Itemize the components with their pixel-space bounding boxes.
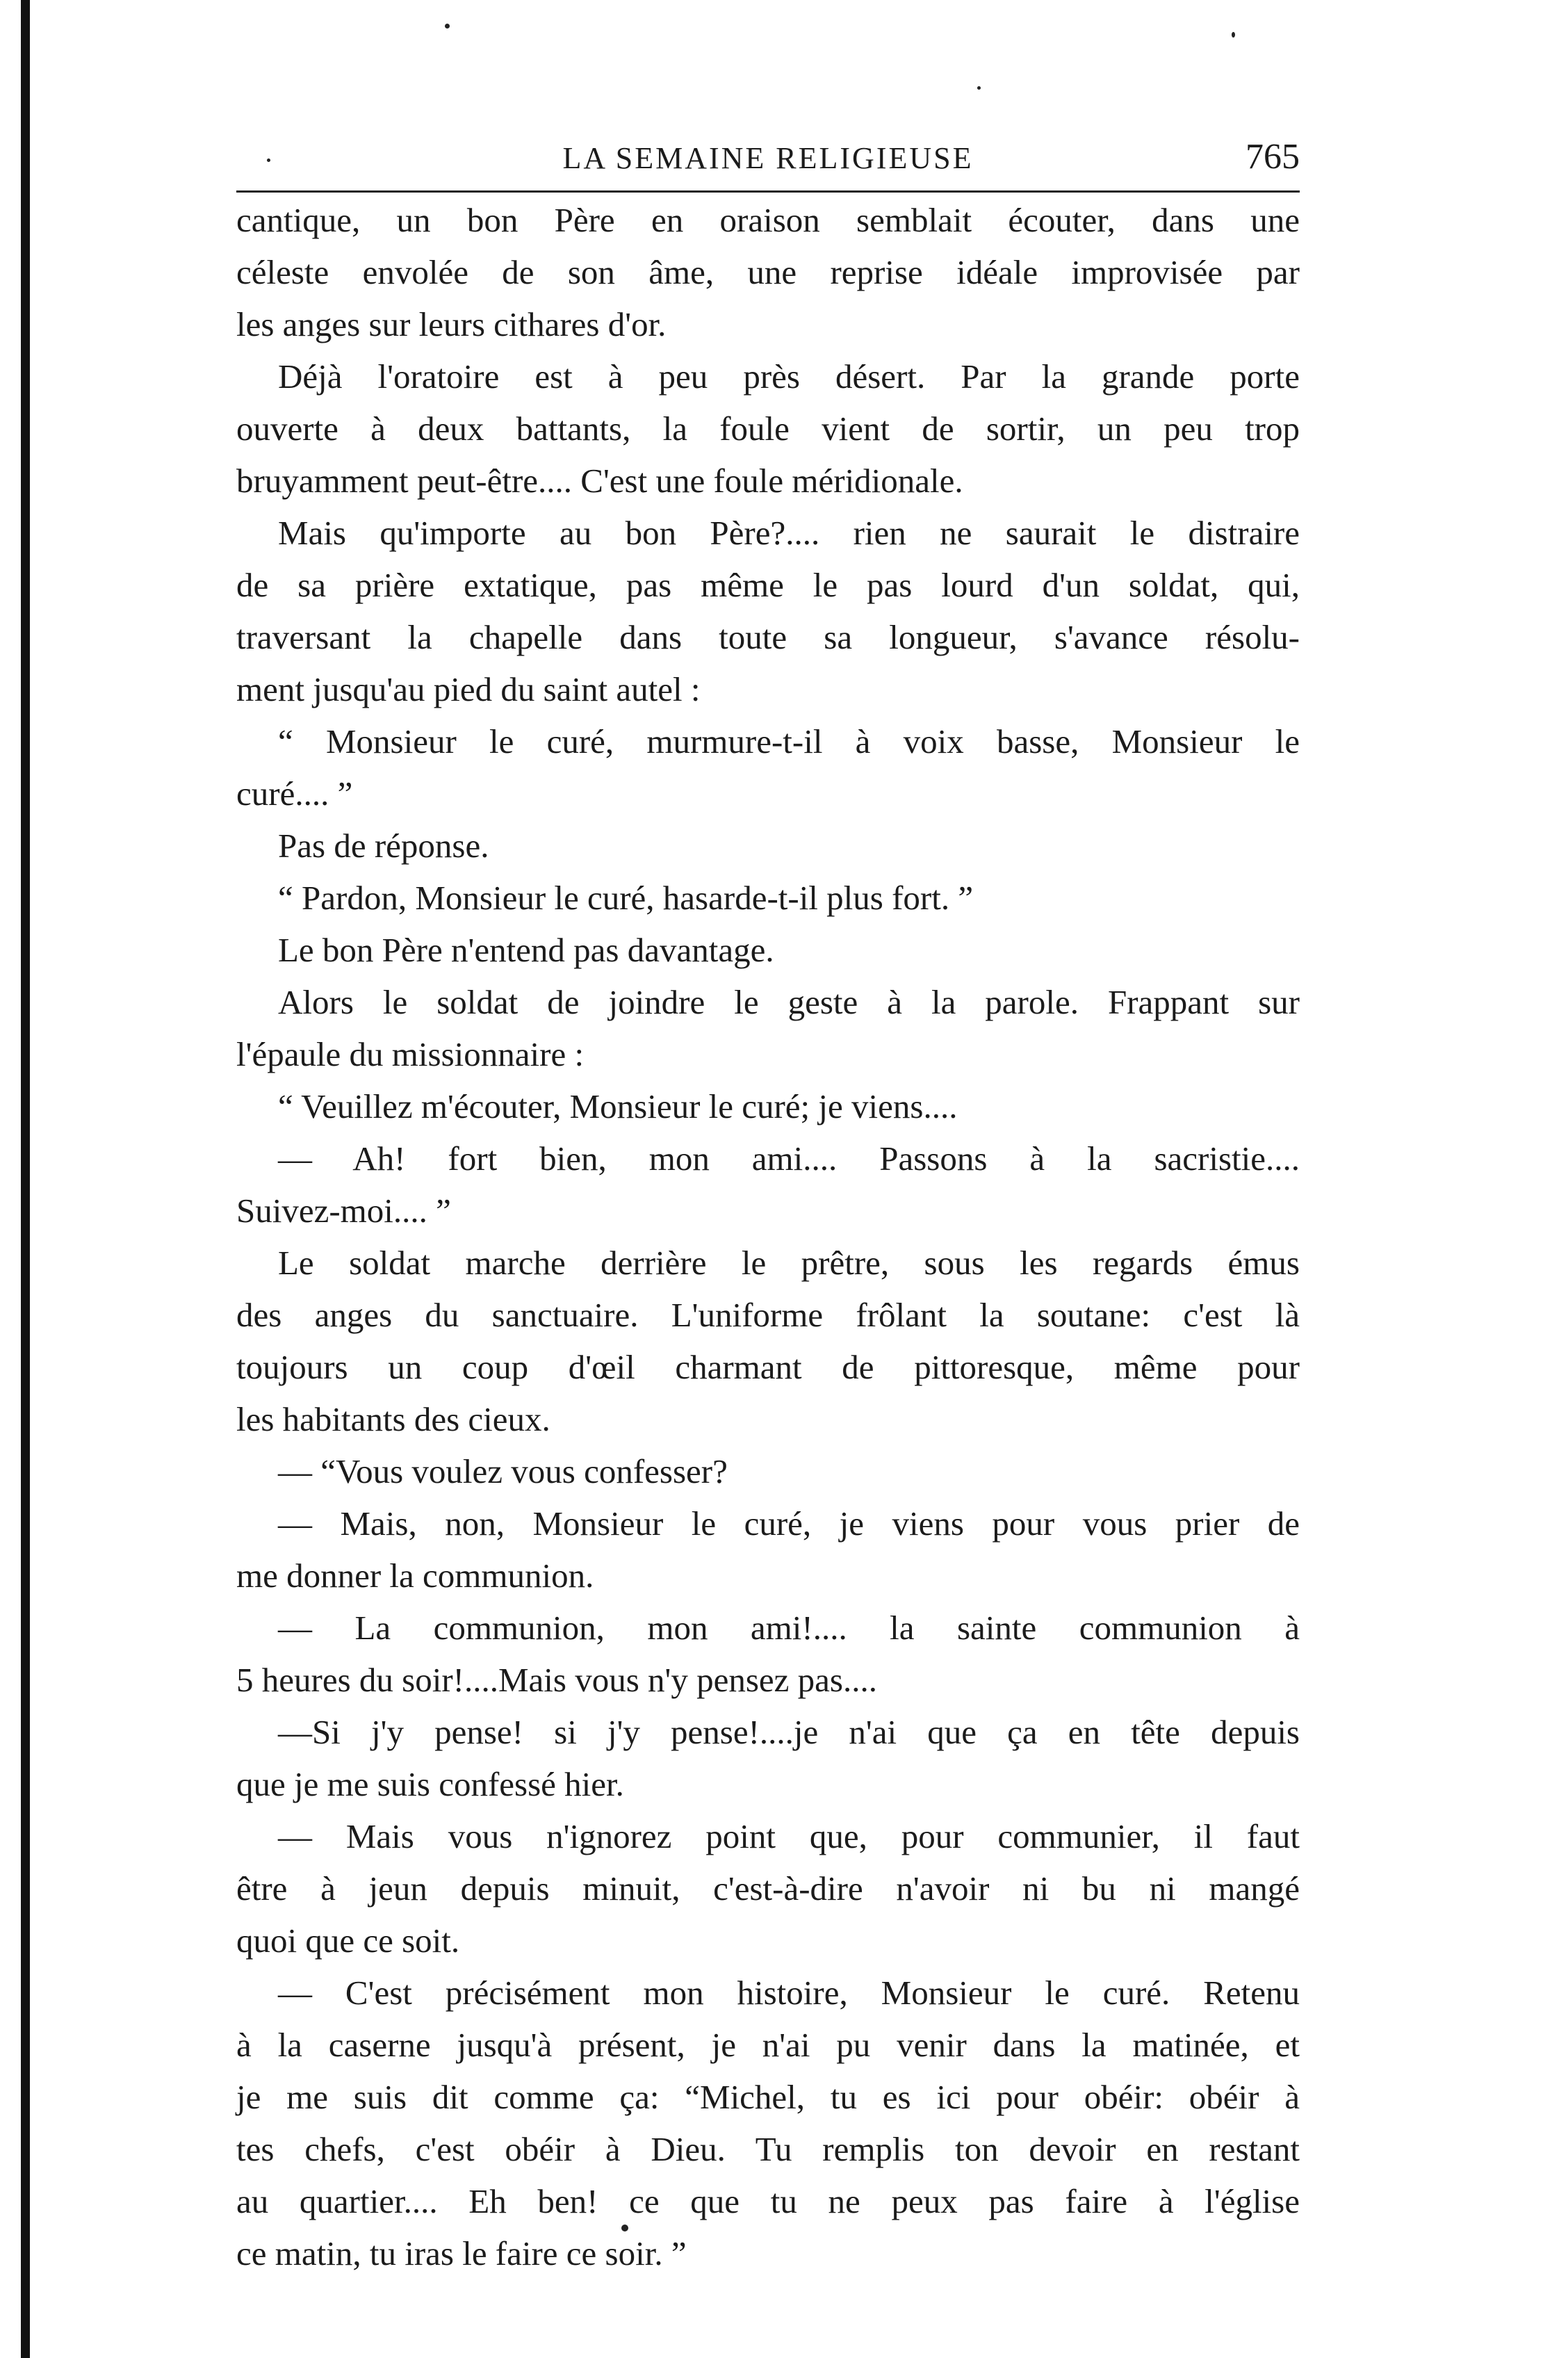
book-page [236, 131, 1300, 2279]
text-line: — “Vous voulez vous confesser? [278, 1452, 728, 1490]
text-line: ouverte à deux battants, la foule vient de sortir, un peu trop [236, 409, 1300, 448]
text-line: curé.... ” [236, 774, 353, 813]
text-line: Le bon Père n'entend pas davantage. [278, 931, 774, 969]
text-line: — La communion, mon ami!.... la sainte communion à [278, 1609, 1300, 1647]
ink-speck [977, 86, 981, 90]
text-line: Alors le soldat de joindre le geste à la parole. Frappant sur [278, 983, 1300, 1021]
text-line: que je me suis confessé hier. [236, 1765, 624, 1803]
text-line: au quartier.... Eh ben! ce que tu ne peux pas faire à l'église [236, 2182, 1300, 2220]
text-line: Pas de réponse. [278, 827, 489, 865]
text-line: tes chefs, c'est obéir à Dieu. Tu remplis ton devoir en restant [236, 2130, 1300, 2168]
text-line: céleste envolée de son âme, une reprise idéale improvisée par [236, 253, 1300, 291]
text-line: ce matin, tu iras le faire ce soir. ” [236, 2234, 687, 2272]
text-line: Mais qu'importe au bon Père?.... rien ne saurait le distraire [278, 514, 1300, 552]
text-line: de sa prière extatique, pas même le pas lourd d'un soldat, qui, [236, 566, 1300, 604]
text-line: “ Veuillez m'écouter, Monsieur le curé; je viens.... [278, 1087, 958, 1125]
text-line: “ Pardon, Monsieur le curé, hasarde-t-il plus fort. ” [278, 879, 974, 917]
page-binding-edge [21, 0, 30, 2358]
text-line: — Mais vous n'ignorez point que, pour communier, il faut [278, 1817, 1300, 1855]
text-line: je me suis dit comme ça: “Michel, tu es ici pour obéir: obéir à [236, 2078, 1300, 2116]
text-line: les habitants des cieux. [236, 1400, 550, 1438]
text-line: l'épaule du missionnaire : [236, 1035, 585, 1073]
text-line: — Mais, non, Monsieur le curé, je viens pour vous prier de [278, 1504, 1300, 1543]
page-number: 765 [1246, 137, 1300, 177]
text-line: des anges du sanctuaire. L'uniforme frôlant la soutane: c'est là [236, 1296, 1300, 1334]
body-text [236, 194, 1300, 2279]
text-line: bruyamment peut-être.... C'est une foule méridionale. [236, 462, 963, 500]
running-title: LA SEMAINE RELIGIEUSE [562, 141, 974, 175]
text-line: —Si j'y pense! si j'y pense!....je n'ai que ça en tête depuis [278, 1713, 1300, 1751]
text-line: — Ah! fort bien, mon ami.... Passons à la sacristie.... [278, 1139, 1300, 1178]
running-head [236, 131, 1300, 190]
text-line: 5 heures du soir!....Mais vous n'y pensez pas.... [236, 1661, 877, 1699]
text-line: toujours un coup d'œil charmant de pittoresque, même pour [236, 1348, 1300, 1386]
header-rule [236, 190, 1300, 193]
text-line: — C'est précisément mon histoire, Monsieur le curé. Retenu [278, 1974, 1300, 2012]
text-line: Le soldat marche derrière le prêtre, sous les regards émus [278, 1244, 1300, 1282]
text-line: les anges sur leurs cithares d'or. [236, 305, 667, 343]
text-line: être à jeun depuis minuit, c'est-à-dire n'avoir ni bu ni mangé [236, 1869, 1300, 1908]
ink-speck [445, 24, 450, 29]
text-line: à la caserne jusqu'à présent, je n'ai pu venir dans la matinée, et [236, 2026, 1300, 2064]
text-line: quoi que ce soit. [236, 1921, 460, 1960]
text-line: me donner la communion. [236, 1556, 594, 1595]
text-line: cantique, un bon Père en oraison semblait écouter, dans une [236, 201, 1300, 239]
text-line: ment jusqu'au pied du saint autel : [236, 670, 701, 708]
text-line: Suivez-moi.... ” [236, 1192, 451, 1230]
text-line: Déjà l'oratoire est à peu près désert. Par la grande porte [278, 357, 1300, 396]
text-line: “ Monsieur le curé, murmure-t-il à voix basse, Monsieur le [278, 722, 1300, 761]
ink-speck [1232, 32, 1235, 38]
text-line: traversant la chapelle dans toute sa longueur, s'avance résolu- [236, 618, 1300, 656]
